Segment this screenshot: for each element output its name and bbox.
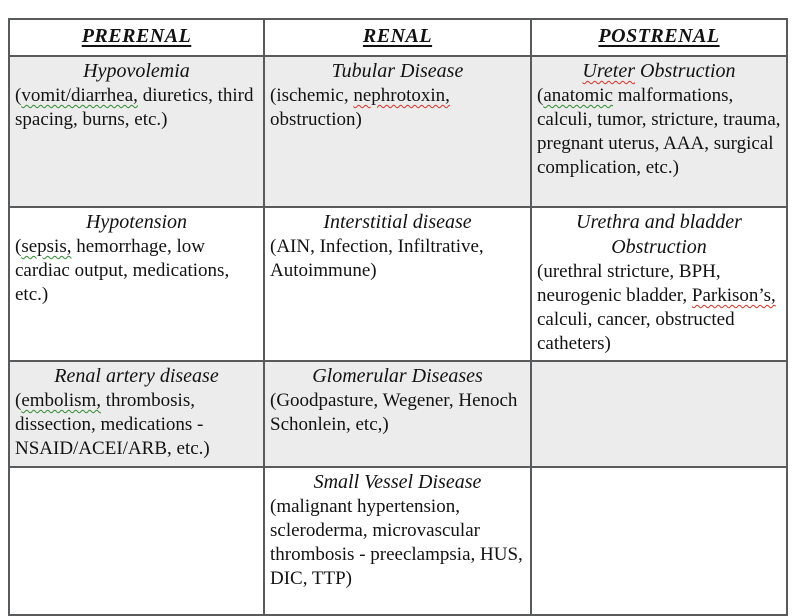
cell-interstitial-disease	[264, 207, 531, 361]
column-header-label: PRERENAL	[81, 25, 192, 47]
grammar-flagged-word: sepsis,	[21, 236, 72, 257]
title-segment: Interstitial disease	[323, 211, 472, 233]
cell-title	[537, 59, 781, 84]
cell-title	[270, 59, 525, 84]
table-row	[9, 361, 787, 467]
grammar-flagged-word: vomit/diarrhea,	[21, 85, 138, 106]
misspelled-word: nephrotoxin,	[353, 85, 450, 106]
column-header-renal	[264, 19, 531, 56]
text-segment: (Goodpasture, Wegener, Henoch Schonlein, etc,)	[270, 390, 518, 435]
column-header-label: RENAL	[362, 25, 433, 47]
title-segment: Glomerular Diseases	[312, 365, 483, 387]
table-row	[9, 56, 787, 207]
column-header-label: POSTRENAL	[598, 25, 720, 47]
title-segment: Renal artery disease	[54, 365, 219, 387]
misspelled-word: Parkison’s,	[691, 285, 776, 306]
column-header-postrenal	[531, 19, 787, 56]
column-header-prerenal	[9, 19, 264, 56]
cell-empty	[531, 467, 787, 615]
text-segment: malformations, calculi, tumor, stricture, trauma, pregnant uterus, AAA, surgical complication, etc.)	[537, 85, 781, 178]
cell-title	[270, 470, 525, 495]
cell-empty	[9, 467, 264, 615]
title-segment: Small Vessel Disease	[313, 471, 482, 493]
cell-body	[270, 235, 525, 283]
title-segment: Urethra and bladder Obstruction	[576, 211, 742, 258]
text-segment: calculi, cancer, obstructed catheters)	[537, 309, 735, 354]
renal-failure-causes-table	[8, 18, 788, 616]
cell-body	[537, 260, 781, 356]
text-segment: obstruction)	[270, 109, 362, 130]
cell-body	[537, 84, 781, 180]
text-segment: (malignant hypertension, scleroderma, microvascular thrombosis - preeclampsia, HUS, DIC, TTP)	[270, 496, 523, 589]
cell-title	[270, 364, 525, 389]
cell-body	[15, 235, 258, 307]
cell-hypotension	[9, 207, 264, 361]
text-segment: (urethral stricture, BPH, neurogenic bladder,	[537, 261, 721, 306]
cell-body	[15, 84, 258, 132]
text-segment: thrombosis, dissection, medications - NSAID/ACEI/ARB, etc.)	[15, 390, 210, 459]
cell-body	[15, 389, 258, 461]
cell-body	[270, 84, 525, 132]
document-page	[8, 18, 788, 616]
text-segment: (AIN, Infection, Infiltrative, Autoimmune)	[270, 236, 484, 281]
cell-body	[270, 389, 525, 437]
cell-renal-artery-disease	[9, 361, 264, 467]
cell-ureter-obstruction	[531, 56, 787, 207]
misspelled-word: Ureter	[582, 60, 635, 82]
table-row	[9, 467, 787, 615]
grammar-flagged-word: embolism,	[21, 390, 102, 411]
cell-title	[270, 210, 525, 235]
cell-urethra-bladder-obstruction	[531, 207, 787, 361]
cell-title	[15, 364, 258, 389]
text-segment: (ischemic,	[270, 85, 354, 106]
text-segment: (	[537, 85, 544, 106]
cell-empty	[531, 361, 787, 467]
title-segment: Tubular Disease	[331, 60, 464, 82]
text-segment: (	[15, 236, 22, 257]
cell-tubular-disease	[264, 56, 531, 207]
text-segment: (	[15, 390, 22, 411]
grammar-flagged-word: anatomic	[543, 85, 613, 106]
header-row	[9, 19, 787, 56]
title-segment: Hypotension	[85, 211, 188, 233]
title-segment: Hypovolemia	[83, 60, 190, 82]
cell-glomerular-diseases	[264, 361, 531, 467]
cell-small-vessel-disease	[264, 467, 531, 615]
cell-title	[15, 210, 258, 235]
title-segment: Obstruction	[635, 60, 736, 82]
table-row	[9, 207, 787, 361]
cell-title	[537, 210, 781, 260]
cell-title	[15, 59, 258, 84]
text-segment: hemorrhage, low cardiac output, medications, etc.)	[15, 236, 230, 305]
text-segment: (	[15, 85, 22, 106]
text-segment: diuretics, third spacing, burns, etc.)	[15, 85, 254, 130]
cell-body	[270, 495, 525, 591]
cell-hypovolemia	[9, 56, 264, 207]
